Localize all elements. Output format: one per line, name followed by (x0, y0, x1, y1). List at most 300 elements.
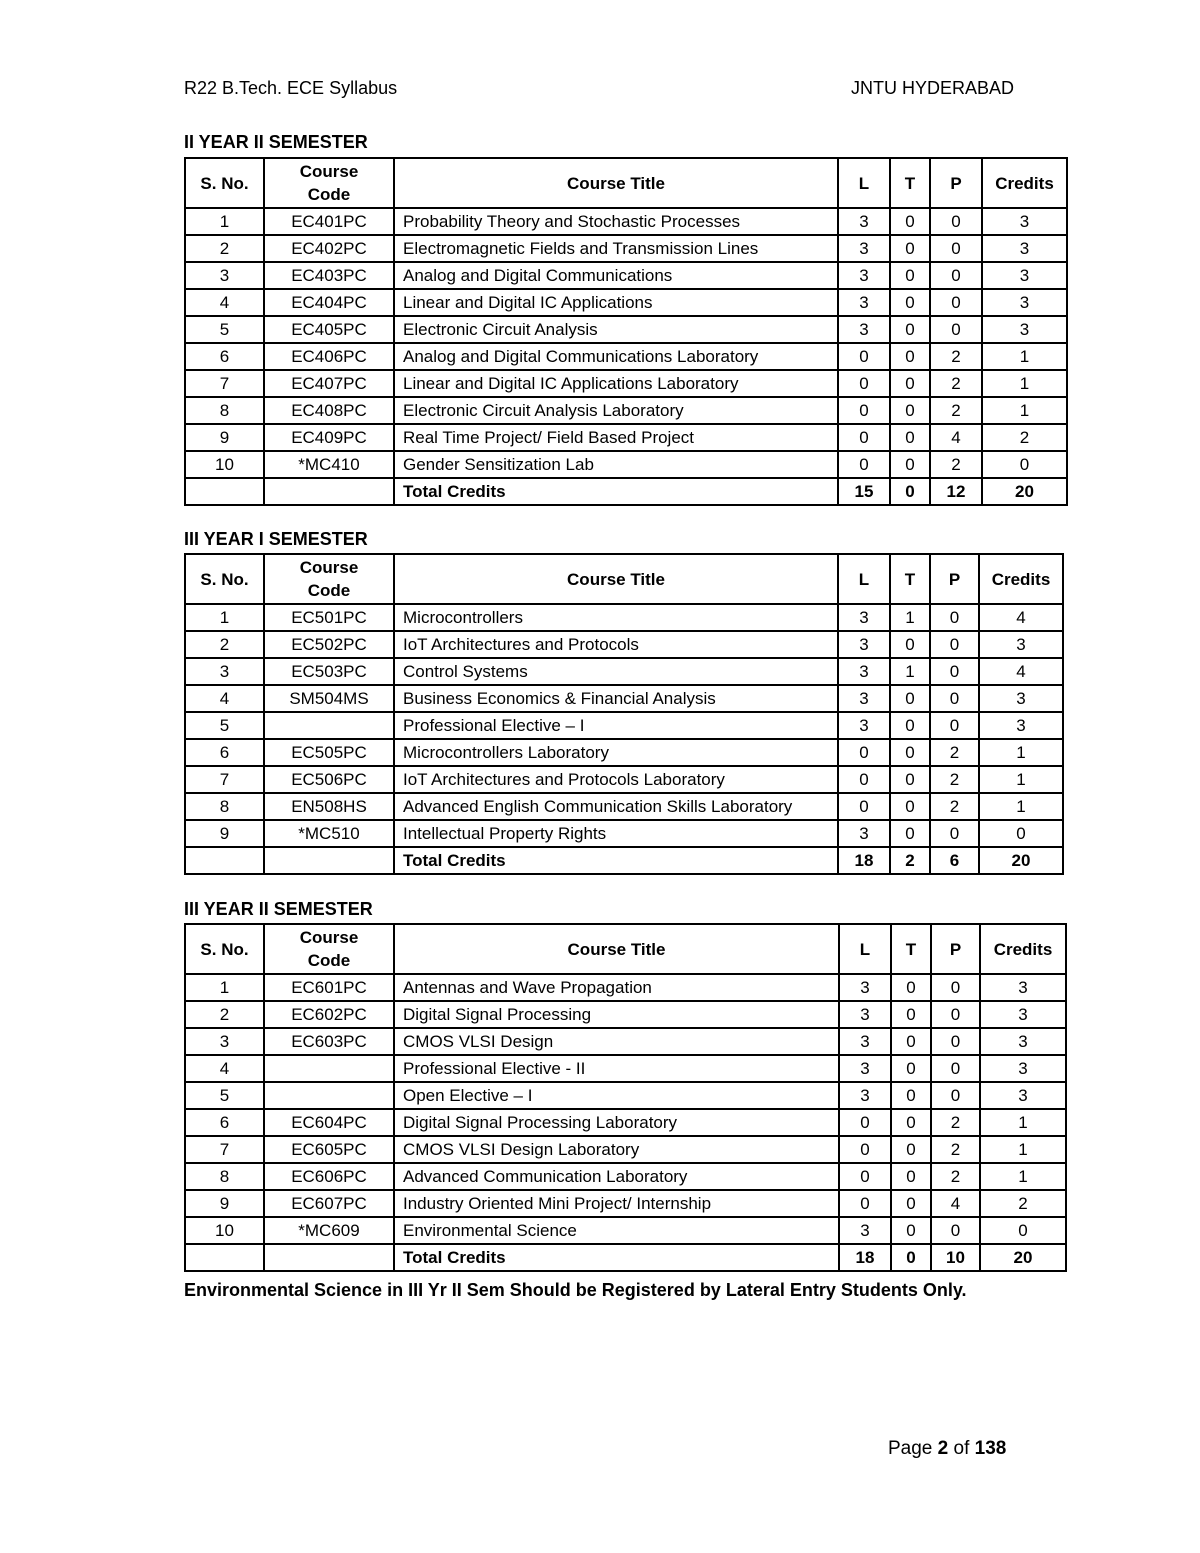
header-p: P (930, 158, 982, 208)
header-sno: S. No. (185, 158, 264, 208)
cell-course-title: Electronic Circuit Analysis Laboratory (394, 397, 838, 424)
page-label: Page (888, 1438, 933, 1459)
cell-sno: 6 (185, 343, 264, 370)
of-label: of (953, 1438, 970, 1459)
cell-t: 0 (890, 685, 930, 712)
table-row (185, 1190, 1066, 1217)
cell-p: 0 (930, 658, 979, 685)
cell-sno: 1 (185, 208, 264, 235)
cell-course-code: EC404PC (264, 289, 394, 316)
cell-t: 1 (890, 658, 930, 685)
cell-p: 2 (930, 793, 979, 820)
header-course-line1: Course (299, 162, 359, 181)
cell-course-code: *MC609 (264, 1217, 394, 1244)
table-row (185, 370, 1067, 397)
cell-t: 0 (891, 1082, 931, 1109)
total-label: Total Credits (394, 847, 838, 874)
header-course-line2: Code (307, 185, 351, 204)
cell-credits: 2 (980, 1190, 1066, 1217)
table-row (185, 1163, 1066, 1190)
header-university: JNTU HYDERABAD (850, 78, 1014, 98)
cell-credits: 3 (980, 1055, 1066, 1082)
cell-credits: 1 (979, 766, 1063, 793)
cell-t: 0 (890, 289, 930, 316)
table-row (185, 1001, 1066, 1028)
cell-credits: 4 (979, 604, 1063, 631)
cell-p: 0 (930, 208, 982, 235)
table-row (185, 235, 1067, 262)
cell-empty (264, 478, 394, 505)
cell-course-code: *MC410 (264, 451, 394, 478)
cell-sno: 8 (185, 397, 264, 424)
cell-credits: 1 (982, 397, 1067, 424)
semester-title: II YEAR II SEMESTER (184, 132, 368, 152)
table-row (185, 451, 1067, 478)
cell-p: 0 (930, 289, 982, 316)
table-row (185, 262, 1067, 289)
cell-p: 2 (930, 766, 979, 793)
cell-course-code: SM504MS (264, 685, 394, 712)
cell-course-code: EC402PC (264, 235, 394, 262)
cell-sno: 3 (185, 658, 264, 685)
total-t: 0 (890, 478, 930, 505)
registration-note: Environmental Science in III Yr II Sem Should be Registered by Lateral Entry Students Only. (184, 1280, 967, 1300)
cell-l: 3 (839, 1217, 891, 1244)
cell-course-title: Real Time Project/ Field Based Project (394, 424, 838, 451)
cell-t: 0 (891, 1217, 931, 1244)
cell-l: 0 (839, 1190, 891, 1217)
cell-sno: 7 (185, 370, 264, 397)
cell-p: 4 (931, 1190, 980, 1217)
table-row (185, 316, 1067, 343)
cell-credits: 0 (982, 451, 1067, 478)
cell-sno: 4 (185, 1055, 264, 1082)
cell-p: 0 (931, 1055, 980, 1082)
cell-p: 0 (930, 712, 979, 739)
table-header-row (185, 554, 1063, 604)
total-credits: 20 (982, 478, 1067, 505)
cell-credits: 1 (979, 793, 1063, 820)
cell-sno: 5 (185, 1082, 264, 1109)
cell-course-title: Industry Oriented Mini Project/ Internship (394, 1190, 839, 1217)
table-row (185, 208, 1067, 235)
page-number: 2 (937, 1438, 949, 1459)
cell-course-title: Analog and Digital Communications (394, 262, 838, 289)
cell-t: 0 (891, 1055, 931, 1082)
cell-p: 2 (931, 1163, 980, 1190)
table-row (185, 397, 1067, 424)
cell-empty (264, 1244, 394, 1271)
cell-l: 3 (839, 974, 891, 1001)
cell-sno: 3 (185, 1028, 264, 1055)
total-t: 0 (891, 1244, 931, 1271)
cell-credits: 3 (980, 1028, 1066, 1055)
cell-course-code (264, 1082, 394, 1109)
cell-sno: 1 (185, 974, 264, 1001)
course-table (184, 923, 1067, 1272)
cell-sno: 9 (185, 820, 264, 847)
table-row (185, 974, 1066, 1001)
cell-t: 0 (890, 424, 930, 451)
cell-sno: 10 (185, 451, 264, 478)
header-course-code (264, 554, 394, 604)
table-row (185, 343, 1067, 370)
cell-course-code: EC502PC (264, 631, 394, 658)
table-row (185, 631, 1063, 658)
cell-sno: 9 (185, 424, 264, 451)
header-p: P (930, 554, 979, 604)
cell-l: 3 (838, 712, 890, 739)
cell-sno: 9 (185, 1190, 264, 1217)
cell-sno: 5 (185, 316, 264, 343)
cell-course-code: EC405PC (264, 316, 394, 343)
header-document-title: R22 B.Tech. ECE Syllabus (184, 78, 398, 98)
table-row (185, 766, 1063, 793)
cell-credits: 3 (980, 974, 1066, 1001)
cell-l: 0 (838, 793, 890, 820)
cell-course-code: EC601PC (264, 974, 394, 1001)
table-row (185, 424, 1067, 451)
header-credits: Credits (982, 158, 1067, 208)
cell-t: 0 (891, 1190, 931, 1217)
cell-course-title: Professional Elective - II (394, 1055, 839, 1082)
cell-credits: 2 (982, 424, 1067, 451)
cell-credits: 3 (982, 235, 1067, 262)
table-row (185, 1109, 1066, 1136)
cell-t: 0 (891, 1028, 931, 1055)
table-row (185, 739, 1063, 766)
cell-sno: 2 (185, 631, 264, 658)
cell-l: 3 (838, 262, 890, 289)
cell-credits: 1 (980, 1163, 1066, 1190)
total-row (185, 847, 1063, 874)
header-t: T (890, 554, 930, 604)
cell-credits: 0 (980, 1217, 1066, 1244)
cell-credits: 1 (980, 1109, 1066, 1136)
table-row (185, 604, 1063, 631)
cell-p: 0 (930, 262, 982, 289)
total-row (185, 478, 1067, 505)
cell-credits: 1 (980, 1136, 1066, 1163)
header-credits: Credits (980, 924, 1066, 974)
table-row (185, 658, 1063, 685)
cell-course-code: EN508HS (264, 793, 394, 820)
header-course-line2: Code (307, 951, 351, 970)
cell-t: 0 (891, 1109, 931, 1136)
cell-sno: 2 (185, 1001, 264, 1028)
cell-course-code: EC408PC (264, 397, 394, 424)
total-p: 6 (930, 847, 979, 874)
cell-l: 0 (839, 1109, 891, 1136)
header-course-code (264, 924, 394, 974)
total-t: 2 (890, 847, 930, 874)
cell-course-code: EC506PC (264, 766, 394, 793)
cell-course-code: EC406PC (264, 343, 394, 370)
cell-sno: 10 (185, 1217, 264, 1244)
cell-p: 0 (930, 316, 982, 343)
cell-course-code: EC607PC (264, 1190, 394, 1217)
cell-t: 0 (891, 1163, 931, 1190)
course-table (184, 553, 1064, 875)
cell-l: 3 (838, 289, 890, 316)
semester-title: III YEAR I SEMESTER (184, 529, 368, 549)
header-sno: S. No. (185, 924, 264, 974)
total-credits: 20 (980, 1244, 1066, 1271)
header-course-code (264, 158, 394, 208)
cell-l: 3 (839, 1082, 891, 1109)
cell-course-code: EC606PC (264, 1163, 394, 1190)
header-t: T (891, 924, 931, 974)
header-t: T (890, 158, 930, 208)
cell-credits: 3 (982, 316, 1067, 343)
table-row (185, 1136, 1066, 1163)
cell-credits: 1 (979, 739, 1063, 766)
cell-l: 0 (838, 424, 890, 451)
cell-l: 0 (838, 343, 890, 370)
cell-l: 0 (838, 370, 890, 397)
cell-p: 0 (931, 974, 980, 1001)
header-course-title: Course Title (394, 158, 838, 208)
cell-course-code: *MC510 (264, 820, 394, 847)
header-p: P (931, 924, 980, 974)
cell-sno: 1 (185, 604, 264, 631)
cell-p: 0 (930, 820, 979, 847)
total-label: Total Credits (394, 1244, 839, 1271)
cell-sno: 2 (185, 235, 264, 262)
cell-l: 0 (838, 766, 890, 793)
cell-course-title: CMOS VLSI Design Laboratory (394, 1136, 839, 1163)
total-p: 12 (930, 478, 982, 505)
cell-course-title: Probability Theory and Stochastic Processes (394, 208, 838, 235)
table-header-row (185, 158, 1067, 208)
cell-p: 2 (930, 739, 979, 766)
cell-empty (264, 847, 394, 874)
cell-l: 3 (839, 1055, 891, 1082)
cell-course-title: Gender Sensitization Lab (394, 451, 838, 478)
cell-p: 2 (931, 1109, 980, 1136)
cell-course-title: Microcontrollers (394, 604, 838, 631)
table-row (185, 712, 1063, 739)
cell-credits: 1 (982, 343, 1067, 370)
total-row (185, 1244, 1066, 1271)
cell-p: 2 (930, 397, 982, 424)
cell-t: 0 (891, 974, 931, 1001)
total-l: 18 (839, 1244, 891, 1271)
cell-course-code: EC603PC (264, 1028, 394, 1055)
total-credits: 20 (979, 847, 1063, 874)
cell-credits: 1 (982, 370, 1067, 397)
table-row (185, 685, 1063, 712)
cell-credits: 3 (980, 1082, 1066, 1109)
cell-course-title: Linear and Digital IC Applications (394, 289, 838, 316)
table-row (185, 1028, 1066, 1055)
cell-course-title: Advanced Communication Laboratory (394, 1163, 839, 1190)
cell-l: 0 (839, 1136, 891, 1163)
cell-sno: 6 (185, 739, 264, 766)
header-credits: Credits (979, 554, 1063, 604)
cell-l: 0 (839, 1163, 891, 1190)
cell-t: 0 (890, 766, 930, 793)
cell-l: 3 (839, 1001, 891, 1028)
cell-course-title: Digital Signal Processing Laboratory (394, 1109, 839, 1136)
table-row (185, 1082, 1066, 1109)
cell-course-title: Intellectual Property Rights (394, 820, 838, 847)
cell-p: 2 (930, 343, 982, 370)
cell-course-code: EC407PC (264, 370, 394, 397)
cell-credits: 3 (982, 208, 1067, 235)
header-course-title: Course Title (394, 924, 839, 974)
cell-sno: 7 (185, 1136, 264, 1163)
cell-p: 4 (930, 424, 982, 451)
table-row (185, 289, 1067, 316)
cell-sno: 4 (185, 289, 264, 316)
cell-t: 0 (890, 370, 930, 397)
total-pages: 138 (974, 1438, 1007, 1459)
header-course-line1: Course (299, 558, 359, 577)
cell-t: 0 (890, 451, 930, 478)
cell-course-code: EC409PC (264, 424, 394, 451)
cell-t: 0 (890, 397, 930, 424)
cell-course-title: Electromagnetic Fields and Transmission Lines (394, 235, 838, 262)
cell-p: 0 (931, 1028, 980, 1055)
cell-course-title: IoT Architectures and Protocols (394, 631, 838, 658)
cell-sno: 5 (185, 712, 264, 739)
table-row (185, 793, 1063, 820)
cell-t: 0 (890, 262, 930, 289)
cell-course-title: Open Elective – I (394, 1082, 839, 1109)
cell-l: 3 (838, 631, 890, 658)
cell-course-code: EC401PC (264, 208, 394, 235)
table-header-row (185, 924, 1066, 974)
total-label: Total Credits (394, 478, 838, 505)
cell-p: 2 (931, 1136, 980, 1163)
cell-t: 0 (890, 712, 930, 739)
cell-t: 0 (890, 316, 930, 343)
cell-p: 0 (930, 235, 982, 262)
cell-p: 0 (931, 1001, 980, 1028)
cell-course-code: EC602PC (264, 1001, 394, 1028)
cell-empty (185, 478, 264, 505)
cell-credits: 0 (979, 820, 1063, 847)
total-l: 15 (838, 478, 890, 505)
cell-sno: 3 (185, 262, 264, 289)
cell-course-code: EC605PC (264, 1136, 394, 1163)
cell-course-title: Business Economics & Financial Analysis (394, 685, 838, 712)
cell-course-code: EC503PC (264, 658, 394, 685)
semester-title: III YEAR II SEMESTER (184, 899, 373, 919)
cell-t: 0 (890, 793, 930, 820)
cell-l: 3 (838, 316, 890, 343)
cell-course-title: CMOS VLSI Design (394, 1028, 839, 1055)
cell-credits: 4 (979, 658, 1063, 685)
cell-p: 0 (930, 631, 979, 658)
cell-course-title: Electronic Circuit Analysis (394, 316, 838, 343)
cell-l: 0 (838, 739, 890, 766)
cell-course-title: Advanced English Communication Skills Laboratory (394, 793, 838, 820)
cell-credits: 3 (979, 631, 1063, 658)
cell-l: 0 (838, 451, 890, 478)
table-row (185, 1055, 1066, 1082)
cell-sno: 4 (185, 685, 264, 712)
cell-empty (185, 847, 264, 874)
cell-course-title: Environmental Science (394, 1217, 839, 1244)
cell-l: 3 (838, 658, 890, 685)
cell-p: 2 (930, 370, 982, 397)
cell-l: 3 (838, 820, 890, 847)
cell-t: 0 (890, 343, 930, 370)
total-l: 18 (838, 847, 890, 874)
cell-p: 2 (930, 451, 982, 478)
cell-l: 3 (839, 1028, 891, 1055)
cell-sno: 8 (185, 793, 264, 820)
header-sno: S. No. (185, 554, 264, 604)
cell-course-title: IoT Architectures and Protocols Laboratory (394, 766, 838, 793)
header-course-line1: Course (299, 928, 359, 947)
cell-t: 0 (890, 739, 930, 766)
cell-l: 0 (838, 397, 890, 424)
cell-p: 0 (930, 604, 979, 631)
cell-course-code: EC604PC (264, 1109, 394, 1136)
cell-course-title: Control Systems (394, 658, 838, 685)
cell-sno: 6 (185, 1109, 264, 1136)
header-l: L (838, 554, 890, 604)
table-row (185, 1217, 1066, 1244)
total-p: 10 (931, 1244, 980, 1271)
cell-course-code (264, 1055, 394, 1082)
cell-course-code: EC403PC (264, 262, 394, 289)
header-l: L (838, 158, 890, 208)
cell-t: 0 (890, 235, 930, 262)
cell-sno: 8 (185, 1163, 264, 1190)
header-course-line2: Code (307, 581, 351, 600)
cell-empty (185, 1244, 264, 1271)
cell-p: 0 (931, 1217, 980, 1244)
cell-course-code: EC505PC (264, 739, 394, 766)
page-footer (888, 1438, 1006, 1460)
header-course-title: Course Title (394, 554, 838, 604)
cell-credits: 3 (982, 262, 1067, 289)
cell-course-title: Linear and Digital IC Applications Laboratory (394, 370, 838, 397)
cell-p: 0 (930, 685, 979, 712)
cell-l: 3 (838, 604, 890, 631)
cell-t: 0 (890, 631, 930, 658)
cell-course-title: Microcontrollers Laboratory (394, 739, 838, 766)
cell-t: 0 (890, 208, 930, 235)
cell-sno: 7 (185, 766, 264, 793)
cell-course-code: EC501PC (264, 604, 394, 631)
cell-credits: 3 (979, 712, 1063, 739)
cell-t: 0 (890, 820, 930, 847)
cell-p: 0 (931, 1082, 980, 1109)
header-l: L (839, 924, 891, 974)
cell-l: 3 (838, 208, 890, 235)
cell-course-title: Antennas and Wave Propagation (394, 974, 839, 1001)
cell-credits: 3 (979, 685, 1063, 712)
cell-t: 0 (891, 1136, 931, 1163)
course-table (184, 157, 1068, 506)
cell-l: 3 (838, 685, 890, 712)
page-header (184, 78, 1014, 102)
cell-l: 3 (838, 235, 890, 262)
cell-t: 0 (891, 1001, 931, 1028)
cell-credits: 3 (980, 1001, 1066, 1028)
table-row (185, 820, 1063, 847)
cell-t: 1 (890, 604, 930, 631)
cell-course-code (264, 712, 394, 739)
cell-course-title: Digital Signal Processing (394, 1001, 839, 1028)
cell-course-title: Professional Elective – I (394, 712, 838, 739)
cell-credits: 3 (982, 289, 1067, 316)
